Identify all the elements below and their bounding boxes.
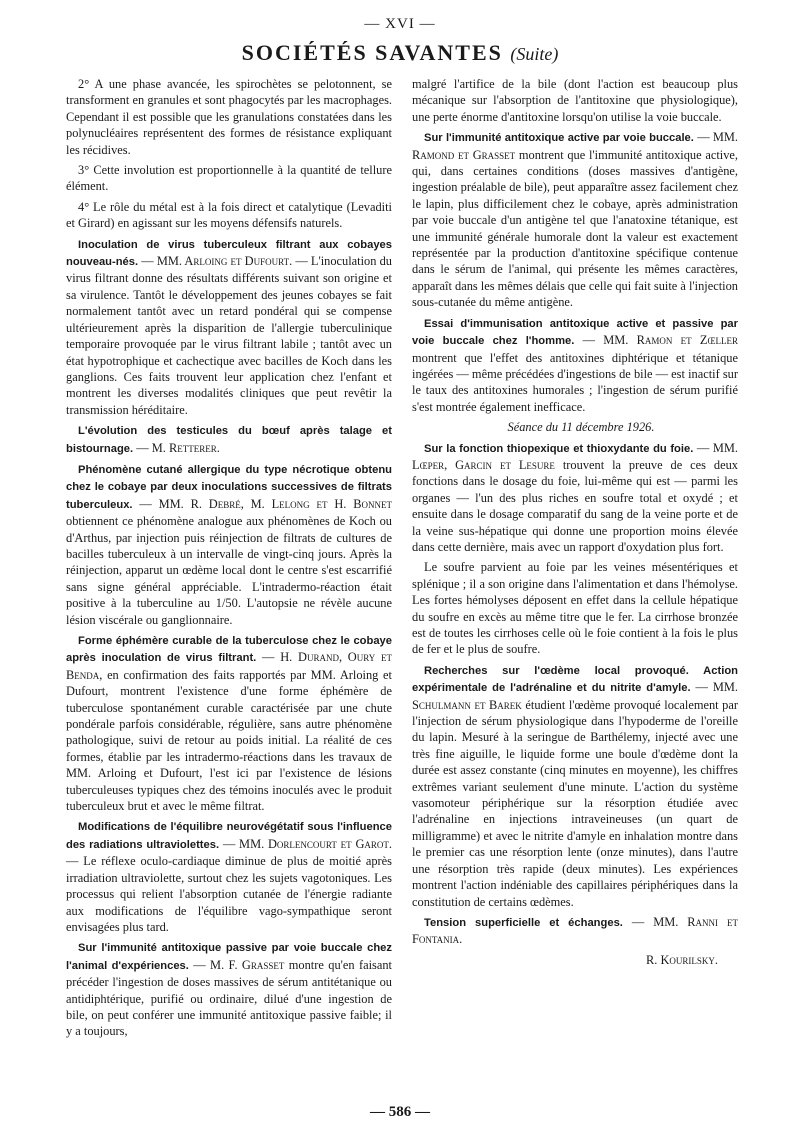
abstract-ramond — [412, 129, 738, 310]
abstract-authors: — MM. Dorlencourt et Garot. — [222, 836, 392, 851]
abstract-dorlencourt — [66, 818, 392, 935]
abstract-text: — Le réflexe oculo-cardiaque diminue de plus de moitié après irradiation ultraviolette, surtout chez les sujets vagotoniques. Les processus qui relient l'absorption cutanée de l'énergie radiante aux modifications de l'équilibre vago-sympathique seront envisagées plus tard. — [66, 854, 392, 934]
continuation: malgré l'artifice de la bile (dont l'action est beaucoup plus mécanique sur l'absorption de l'antitoxine que physiologique), une perte énorme d'antitoxine lorsqu'on utilise la voie buccale. — [412, 77, 738, 124]
paragraph-4: 4° Le rôle du métal est à la fois direct et catalytique (Levaditi et Girard) en agissant sur les moyens défensifs naturels. — [66, 199, 392, 231]
title-text: SOCIÉTÉS SAVANTES — [241, 40, 503, 65]
abstract-title: Essai d'immunisation antitoxique active et passive par voie buccale chez l'homme. — [412, 317, 738, 348]
right-column — [412, 76, 738, 972]
left-column — [66, 76, 392, 1044]
abstract-authors: — MM. Ramond et Grasset — [412, 130, 738, 162]
abstract-text: montrent que l'effet des antitoxines diphtérique et tétanique ingérées — même précédées d'ingestions de bile — est inactif sur le taux des antitoxines humorales ; l'ingestion de sérum purifié s'est montrée également inefficace. — [412, 350, 738, 414]
running-head-roman: — XVI — — [364, 16, 436, 32]
abstract-ranni — [412, 914, 738, 948]
abstract-title: Sur l'immunité antitoxique passive par voie buccale chez l'animal d'expériences. — [66, 942, 392, 972]
abstract-text: étudient l'œdème provoqué localement par l'injection de sérum physiologique dans l'hypoderme de l'oreille du lapin. Mesuré à la seringue de Barthélemy, injecté avec une très fine aiguille, le liquide forme une boule d'œdème dont la durée est assez constante (cinq minutes en moyenne), les chiffres extrêmes variant seulement d'une minute. L'action du système vasomoteur périphérique sur la résorption étudiée avec l'adrénaline en injections intraveineuses (un quart de milligramme) et avec le nitrite d'amyle en inhalation montre dans le premier cas une résorption lente (onze minutes), dans l'autre une résorption très rapide (deux minutes). Les expériences montrent l'action indéniable des capillaires périphériques dans la constitution de certains œdèmes. — [412, 697, 738, 909]
abstract-title: Tension superficielle et échanges. — [424, 916, 623, 929]
abstract-schulmann — [412, 662, 738, 910]
abstract-text: en confirmation des faits rapportés par MM. Arloing et Dufourt, montrent l'existence d'une forme éphémère de tuberculose spontanément curable caractérisée par une chute pondérale parfois considérable, régulière, sans autre phénomène pathologique, suivi de retour au poids initial. La réalité de ces formes, établie par les intradermo-réactions dans les travaux de MM. Arloing et Dufourt, l'est ici par l'existence de lésions tuberculeuses typiques chez des témoins inoculés avec le produit tuberculeux brut et avec le même filtrat. — [66, 667, 392, 814]
abstract-title: Phénomène cutané allergique du type nécrotique obtenu chez le cobaye par deux inoculations successives de filtrats tuberculeux. — [66, 463, 392, 511]
abstract-durand — [66, 632, 392, 814]
abstract-title: Recherches sur l'œdème local provoqué. Action expérimentale de l'adrénaline et du nitrite d'amyle. — [412, 664, 738, 695]
abstract-debre — [66, 461, 392, 628]
abstract-text: trouvent la preuve de ces deux fonctions dans le dosage du foie, lui-même qui est — parmi les organes — l'un des plus riches en soufre total et oxydé ; et ensuite dans le dosage comparatif du sang de la veine porte et de la veine sus-hépatique qui donne une proportion moins élevée dans cette dernière, mais avec un rapport d'oxydation plus fort. — [412, 457, 738, 554]
title-suite: (Suite) — [510, 44, 559, 64]
abstract-retterer — [66, 422, 392, 457]
abstract-title: Forme éphémère curable de la tuberculose chez le cobaye après inoculation de virus filtrant. — [66, 635, 392, 665]
signature: R. Kourilsky. — [645, 952, 718, 967]
abstract-title: Sur l'immunité antitoxique active par voie buccale. — [424, 132, 694, 145]
abstract-arloing — [66, 236, 392, 418]
page-number: — 586 — — [370, 1104, 430, 1120]
abstract-title: Inoculation de virus tuberculeux filtrant aux cobayes nouveau-nés. — [66, 238, 392, 269]
abstract-authors: — MM. Ranni et Fontania. — [412, 914, 738, 947]
seance-date: Séance du 11 décembre 1926. — [507, 420, 655, 435]
abstract-authors: — MM. R. Debré, M. Lelong et H. Bonnet — [139, 496, 392, 511]
abstract-text: montrent que l'immunité antitoxique active, qui, dans certaines conditions (doses massives d'antigène, ingestion préalable de bile), peut apparaître assez facilement chez le lapin, plus difficilement chez le cobaye, après administration par voie buccale d'un antigène tel que l'anatoxine tétanique, est une immunité générale humorale dont la valeur est exactement représentée par la production d'antitoxine spécifique contenue dans le sérum de l'animal, qui présente les mêmes caractères, apparaît dans les mêmes délais que celle qui fait suite à l'injection sous-cutanée du même antigène. — [412, 147, 739, 310]
abstract-authors: — MM. Ramon et Zœller — [582, 333, 738, 348]
abstract-loeper — [412, 440, 738, 556]
abstract-title: Modifications de l'équilibre neurovégétatif sous l'influence des radiations ultraviolettes. — [66, 821, 392, 851]
abstract-authors: — M. Retterer. — [136, 440, 220, 455]
abstract-authors: — MM. Lœper, Garcin et Lesure — [412, 440, 738, 472]
abstract-authors: — MM. Arloing et Dufourt. — [141, 254, 293, 269]
abstract-authors: — MM. Schulmann et Barek — [412, 680, 738, 712]
abstract-authors: — M. F. Grasset — [193, 957, 285, 972]
abstract-authors: — H. Durand, Oury et Benda, — [66, 650, 392, 682]
abstract-text: — L'inoculation du virus filtrant donne des résultats différents suivant son origine et sa virulence. Tantôt le développement des jeunes cobayes se fait normalement tantôt avec un retard pondéral qui se compense ultérieurement après la disparition de l'allergie tuberculinique temporaire provoquée par le virus filtrant labile ; tantôt avec un état hypotrophique et cachectique avec bacilles de Koch dans les ganglions. Ces faits trouvent leur application chez l'enfant et montrent les diverses modalités cliniques que peut revêtir la transmission héréditaire. — [66, 254, 392, 417]
abstract-text: montre qu'en faisant précéder l'ingestion de doses massives de sérum antitétanique ou antidiphtérique, purifié ou ordinaire, dilué d'une ingestion de bile, on peut conférer une immunité antitoxique passive faible; il y a toujours, — [66, 957, 392, 1039]
paragraph-2: 2° A une phase avancée, les spirochètes se pelotonnent, se transforment en granules et sont phagocytés par les macrophages. Cependant il est possible que les granulations constatées dans les polynucléaires représentent des formes de résistance expliquant les récidives. — [66, 77, 392, 157]
section-title — [0, 40, 800, 66]
abstract-loeper-cont: Le soufre parvient au foie par les veines mésentériques et splénique ; il a son origine dans l'alimentation et dans l'hémolyse. Les fortes hémolyses déposent en effet dans la cellule hépatique du soufre en excès au même titre que le fer. La cirrhose bronzée est de toutes les cirrhoses celle où le foie contient à la fois le plus de fer et le plus de soufre. — [412, 560, 738, 657]
abstract-title: L'évolution des testicules du bœuf après talage et bistournage. — [66, 425, 392, 455]
abstract-text: obtiennent ce phénomène analogue aux phénomènes de Koch ou d'Arthus, par injection puis réinjection de filtrats de cultures de bacilles tuberculeux à un intervalle de vingt-cinq jours. Après la réinjection, apparut un œdème local dont le centre s'est escarrifié sans signe général appréciable. L'intradermo-réaction était positive à la tuberculine au 1/50. L'autopsie ne révèle aucune lésion viscérale ou ganglionnaire. — [66, 514, 392, 627]
abstract-grasset — [66, 939, 392, 1039]
abstract-ramon — [412, 315, 738, 415]
paragraph-3: 3° Cette involution est proportionnelle à la quantité de tellure élément. — [66, 163, 392, 194]
abstract-title: Sur la fonction thiopexique et thioxydante du foie. — [424, 442, 694, 455]
